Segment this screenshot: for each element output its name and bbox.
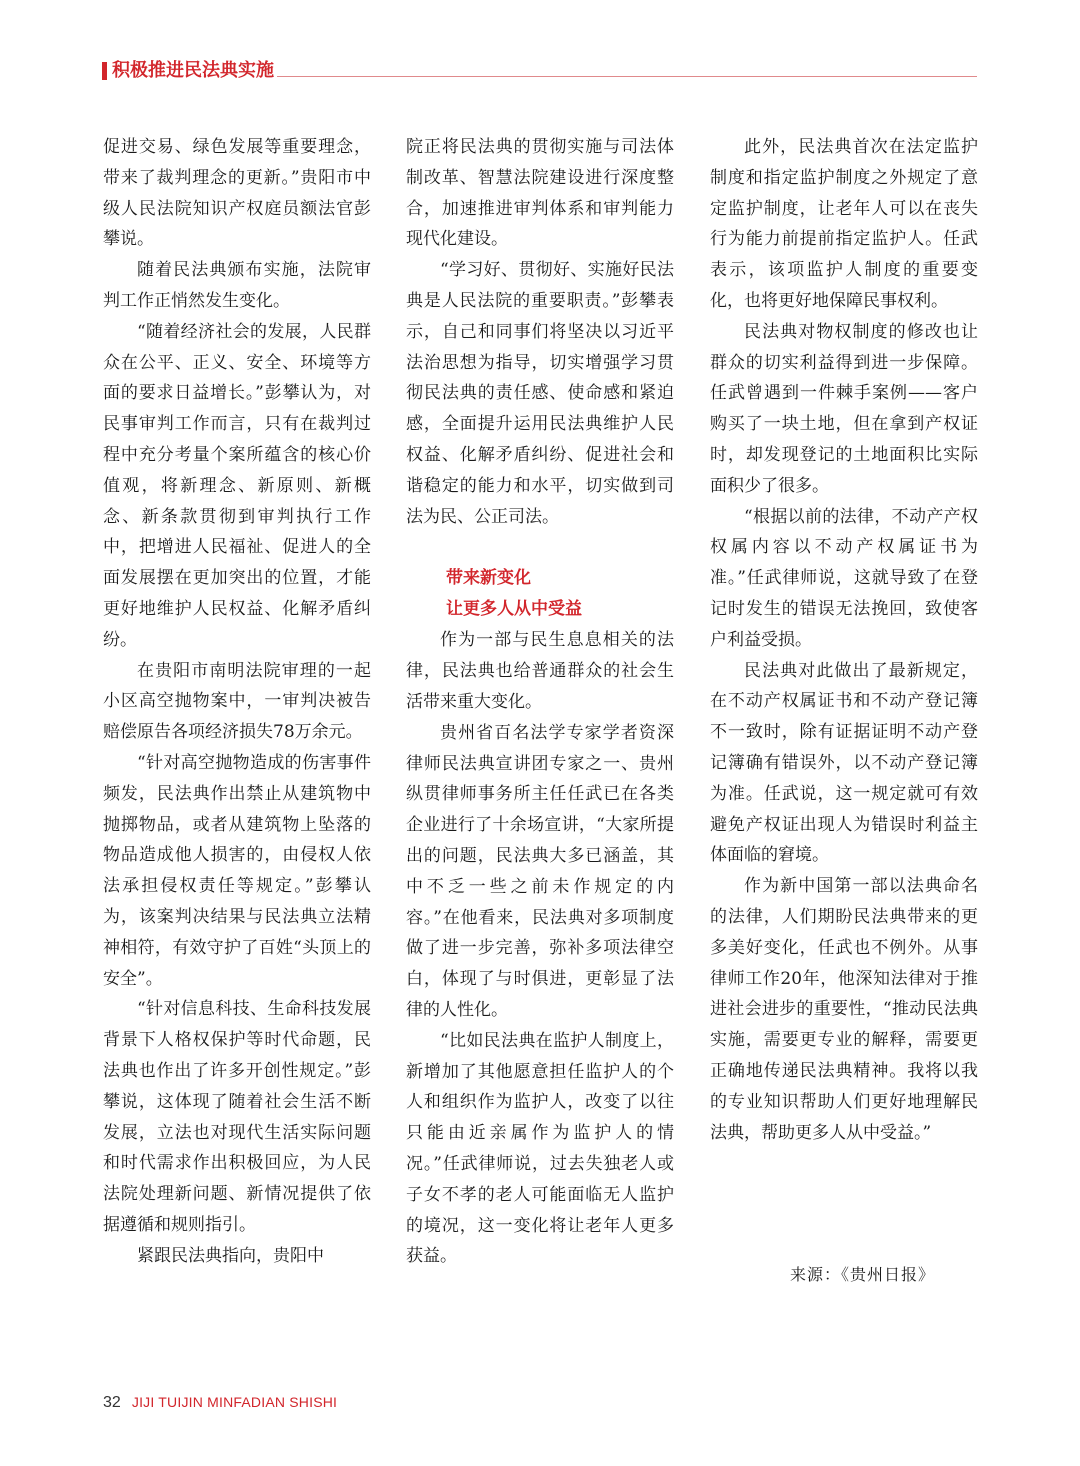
section-header [102,60,977,84]
article-column-3 [710,132,978,1148]
subheading [406,563,674,625]
paragraph: 贵州省百名法学专家学者资深律师民法典宣讲团专家之一、贵州纵贯律师事务所主任任武已在各类企业进行了十余场宣讲，“大家所提出的问题，民法典大多已涵盖，其中不乏一些之前未作规定的内容。”在他看来，民法典对多项制度做了进一步完善，弥补多项法律空白，体现了与时俱进，更彰显了法律的人性化。 [406,722,674,1020]
paragraph: 在贵阳市南明法院审理的一起小区高空抛物案中，一审判决被告赔偿原告各项经济损失78万余元。 [103,660,371,743]
article-source: 来源：《贵州日报》 [790,1265,936,1284]
article-column-1 [103,132,371,1271]
paragraph: “比如民法典在监护人制度上，新增加了其他愿意担任监护人的个人和组织作为监护人，改变了以往只能由近亲属作为监护人的情况。”任武律师说，过去失独老人或子女不孝的老人可能面临无人监护的境况，这一变化将让老年人更多获益。 [406,1030,674,1267]
paragraph: 作为新中国第一部以法典命名的法律，人们期盼民法典带来的更多美好变化，任武也不例外。从事律师工作20年，他深知法律对于推进社会进步的重要性，“推动民法典实施，需要更专业的解释，需要更正确地传递民法典精神。我将以我的专业知识帮助人们更好地理解民法典，帮助更多人从中受益。” [710,876,978,1143]
page-number: 32 [103,1394,121,1411]
paragraph: 院正将民法典的贯彻实施与司法体制改革、智慧法院建设进行深度整合，加速推进审判体系和审判能力现代化建设。 [406,137,674,250]
paragraph: “针对高空抛物造成的伤害事件频发，民法典作出禁止从建筑物中抛掷物品，或者从建筑物上坠落的物品造成他人损害的，由侵权人依法承担侵权责任等规定。”彭攀认为，该案判决结果与民法典立法精神相符，有效守护了百姓“头顶上的安全”。 [103,752,371,989]
page-footer [103,1392,337,1414]
header-accent-bar [102,62,107,80]
paragraph: 此外，民法典首次在法定监护制度和指定监护制度之外规定了意定监护制度，让老年人可以在丧失行为能力前提前指定监护人。任武表示，该项监护人制度的重要变化，也将更好地保障民事权利。 [710,137,978,311]
subheading-line-1: 带来新变化 [446,568,531,589]
paragraph: 作为一部与民生息息相关的法律，民法典也给普通群众的社会生活带来重大变化。 [406,630,674,712]
header-rule [277,76,977,77]
running-title: JIJI TUIJIN MINFADIAN SHISHI [131,1394,338,1410]
paragraph: “根据以前的法律，不动产产权权属内容以不动产权属证书为准。”任武律师说，这就导致了在登记时发生的错误无法挽回，致使客户利益受损。 [710,506,978,650]
article-column-2 [406,132,674,1272]
paragraph: 紧跟民法典指向，贵阳中 [137,1245,324,1266]
paragraph: 民法典对物权制度的修改也让群众的切实利益得到进一步保障。任武曾遇到一件棘手案例——客户购买了一块土地，但在拿到产权证时，却发现登记的土地面积比实际面积少了很多。 [710,321,978,496]
paragraph: “随着经济社会的发展，人民群众在公平、正义、安全、环境等方面的要求日益增长。”彭攀认为，对民事审判工作而言，只有在裁判过程中充分考量个案所蕴含的核心价值观，将新理念、新原则、新概念、新条款贯彻到审判执行工作中，把增进人民福祉、促进人的全面发展摆在更加突出的位置，才能更好地维护人民权益、化解矛盾纠纷。 [103,321,371,650]
paragraph: “学习好、贯彻好、实施好民法典是人民法院的重要职责。”彭攀表示，自己和同事们将坚决以习近平法治思想为指导，切实增强学习贯彻民法典的责任感、使命感和紧迫感，全面提升运用民法典维护人民权益、化解矛盾纠纷、促进社会和谐稳定的能力和水平，切实做到司法为民、公正司法。 [406,260,674,527]
section-title: 积极推进民法典实施 [112,60,274,81]
paragraph: 随着民法典颁布实施，法院审判工作正悄然发生变化。 [103,260,371,311]
paragraph: “针对信息科技、生命科技发展背景下人格权保护等时代命题，民法典也作出了许多开创性规定。”彭攀说，这体现了随着社会生活不断发展，立法也对现代生活实际问题和时代需求作出积极回应，为人民法院处理新问题、新情况提供了依据遵循和规则指引。 [103,999,371,1235]
paragraph: 促进交易、绿色发展等重要理念，带来了裁判理念的更新。”贵阳市中级人民法院知识产权庭员额法官彭攀说。 [103,137,371,250]
subheading-line-2: 让更多人从中受益 [446,599,582,620]
paragraph: 民法典对此做出了最新规定，在不动产权属证书和不动产登记簿不一致时，除有证据证明不动产登记簿确有错误外，以不动产登记簿为准。任武说，这一规定就可有效避免产权证出现人为错误时利益主体面临的窘境。 [710,660,978,866]
